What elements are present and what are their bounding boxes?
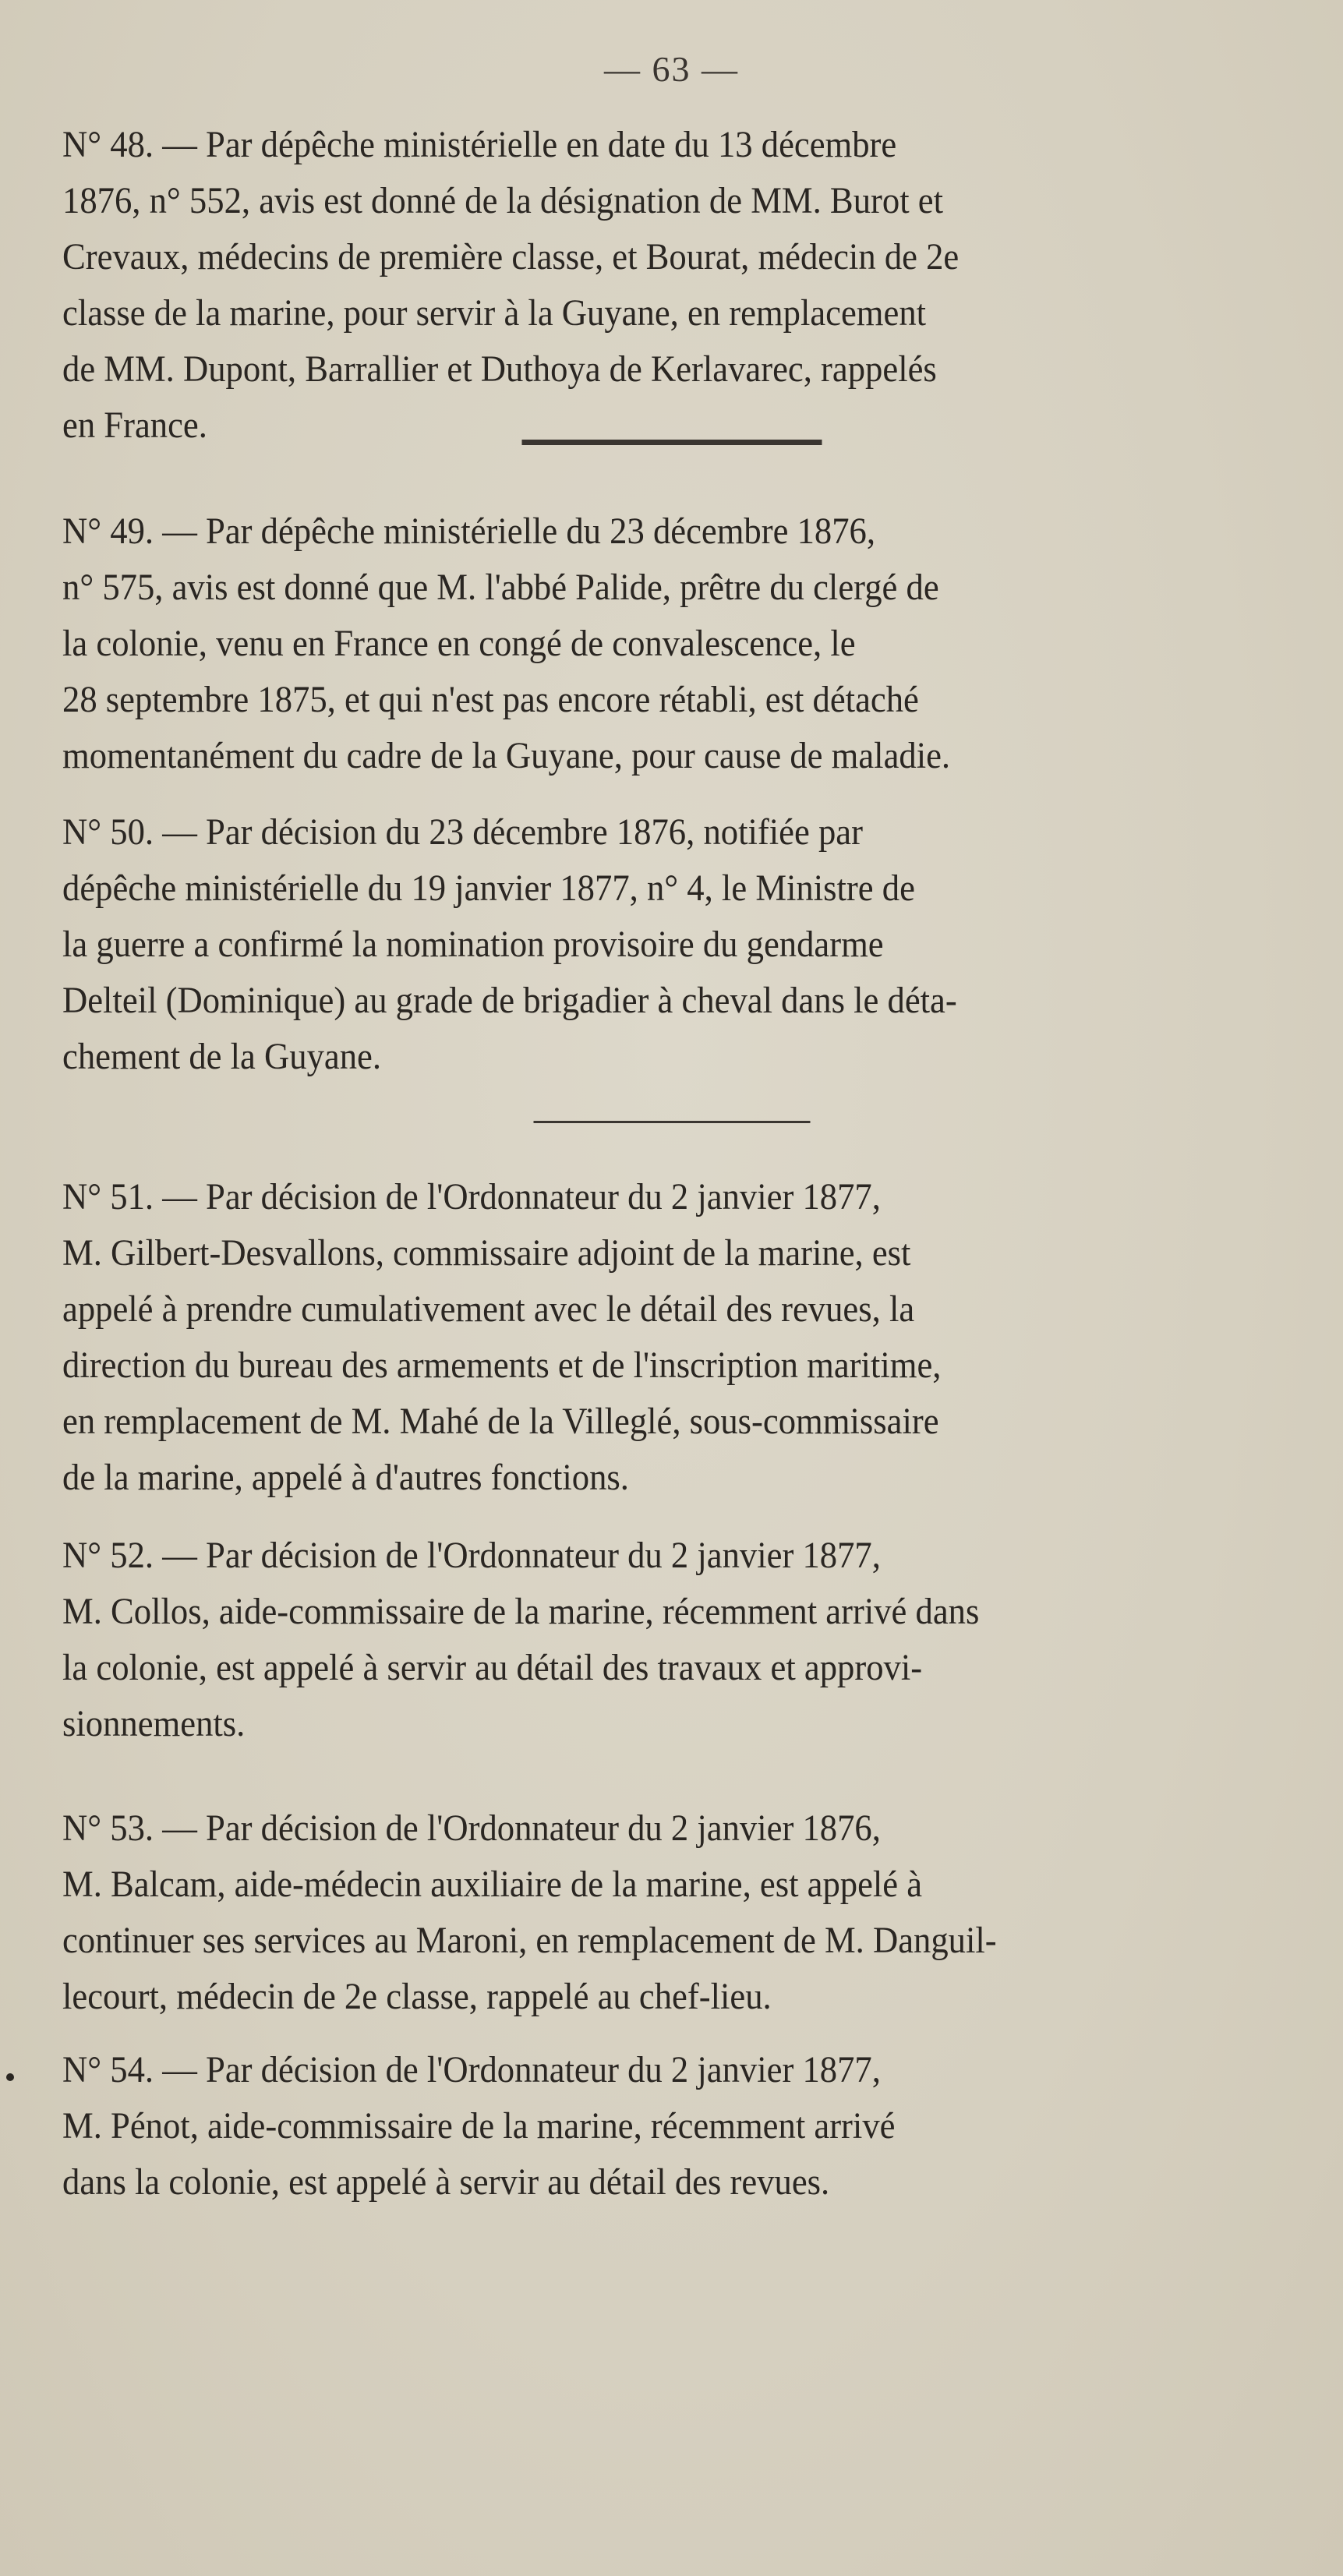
entry-49: [62, 504, 1247, 784]
paragraph: [62, 804, 1247, 1085]
text-line: M. Gilbert-Desvallons, commissaire adjoint de la marine, est: [62, 1232, 911, 1274]
text-line: 1876, n° 552, avis est donné de la désignation de MM. Burot et: [62, 180, 943, 221]
text-line: classe de la marine, pour servir à la Guyane, en remplacement: [62, 292, 927, 334]
section-divider: [533, 1121, 810, 1123]
page-number: — 63 —: [604, 49, 739, 89]
paragraph: [62, 117, 1247, 454]
text-line: lecourt, médecin de 2e classe, rappelé au chef-lieu.: [62, 1976, 772, 2017]
text-line: N° 50. — Par décision du 23 décembre 1876, notifiée par: [62, 811, 863, 853]
text-line: de la marine, appelé à d'autres fonctions.: [62, 1457, 629, 1498]
entry-48: [62, 117, 1247, 454]
text-line: M. Balcam, aide-médecin auxiliaire de la marine, est appelé à: [62, 1864, 923, 1905]
paragraph: [62, 2042, 1247, 2210]
text-line: la colonie, est appelé à servir au détail des travaux et approvi-: [62, 1647, 923, 1688]
text-line: n° 575, avis est donné que M. l'abbé Palide, prêtre du clergé de: [62, 567, 939, 608]
text-line: sionnements.: [62, 1703, 246, 1744]
text-line: N° 49. — Par dépêche ministérielle du 23 décembre 1876,: [62, 511, 876, 552]
section-divider: [521, 440, 822, 445]
text-line: momentanément du cadre de la Guyane, pour cause de maladie.: [62, 735, 951, 776]
paragraph: [62, 1528, 1247, 1752]
text-line: de MM. Dupont, Barrallier et Duthoya de Kerlavarec, rappelés: [62, 348, 937, 390]
paragraph: [62, 1169, 1247, 1506]
text-line: direction du bureau des armements et de l'inscription maritime,: [62, 1345, 942, 1386]
entry-52: [62, 1528, 1247, 1752]
text-line: appelé à prendre cumulativement avec le détail des revues, la: [62, 1288, 915, 1330]
text-line: la colonie, venu en France en congé de convalescence, le: [62, 623, 856, 664]
text-line: dans la colonie, est appelé à servir au détail des revues.: [62, 2161, 830, 2203]
text-line: M. Pénot, aide-commissaire de la marine, récemment arrivé: [62, 2105, 896, 2147]
entry-50: [62, 804, 1247, 1085]
text-line: 28 septembre 1875, et qui n'est pas encore rétabli, est détaché: [62, 679, 919, 720]
text-line: en France.: [62, 405, 207, 446]
paragraph: [62, 1800, 1247, 2025]
text-line: N° 52. — Par décision de l'Ordonnateur du 2 janvier 1877,: [62, 1535, 881, 1576]
text-line: en remplacement de M. Mahé de la Villeglé, sous-commissaire: [62, 1401, 939, 1442]
entry-53: [62, 1800, 1247, 2025]
text-line: M. Collos, aide-commissaire de la marine, récemment arrivé dans: [62, 1591, 980, 1632]
entry-51: [62, 1169, 1247, 1506]
text-line: N° 51. — Par décision de l'Ordonnateur du 2 janvier 1877,: [62, 1176, 881, 1217]
text-line: N° 54. — Par décision de l'Ordonnateur du 2 janvier 1877,: [62, 2049, 881, 2090]
text-line: N° 53. — Par décision de l'Ordonnateur du 2 janvier 1876,: [62, 1807, 881, 1849]
paragraph: [62, 504, 1247, 784]
text-line: Crevaux, médecins de première classe, et Bourat, médecin de 2e: [62, 236, 960, 277]
text-line: Delteil (Dominique) au grade de brigadier à cheval dans le déta-: [62, 980, 957, 1021]
text-line: continuer ses services au Maroni, en remplacement de M. Danguil-: [62, 1920, 997, 1961]
margin-dot: [6, 2073, 14, 2081]
entry-54: [62, 2042, 1247, 2210]
text-line: N° 48. — Par dépêche ministérielle en date du 13 décembre: [62, 124, 897, 165]
text-line: dépêche ministérielle du 19 janvier 1877, n° 4, le Ministre de: [62, 868, 915, 909]
text-line: la guerre a confirmé la nomination provisoire du gendarme: [62, 924, 884, 965]
text-line: chement de la Guyane.: [62, 1036, 382, 1077]
